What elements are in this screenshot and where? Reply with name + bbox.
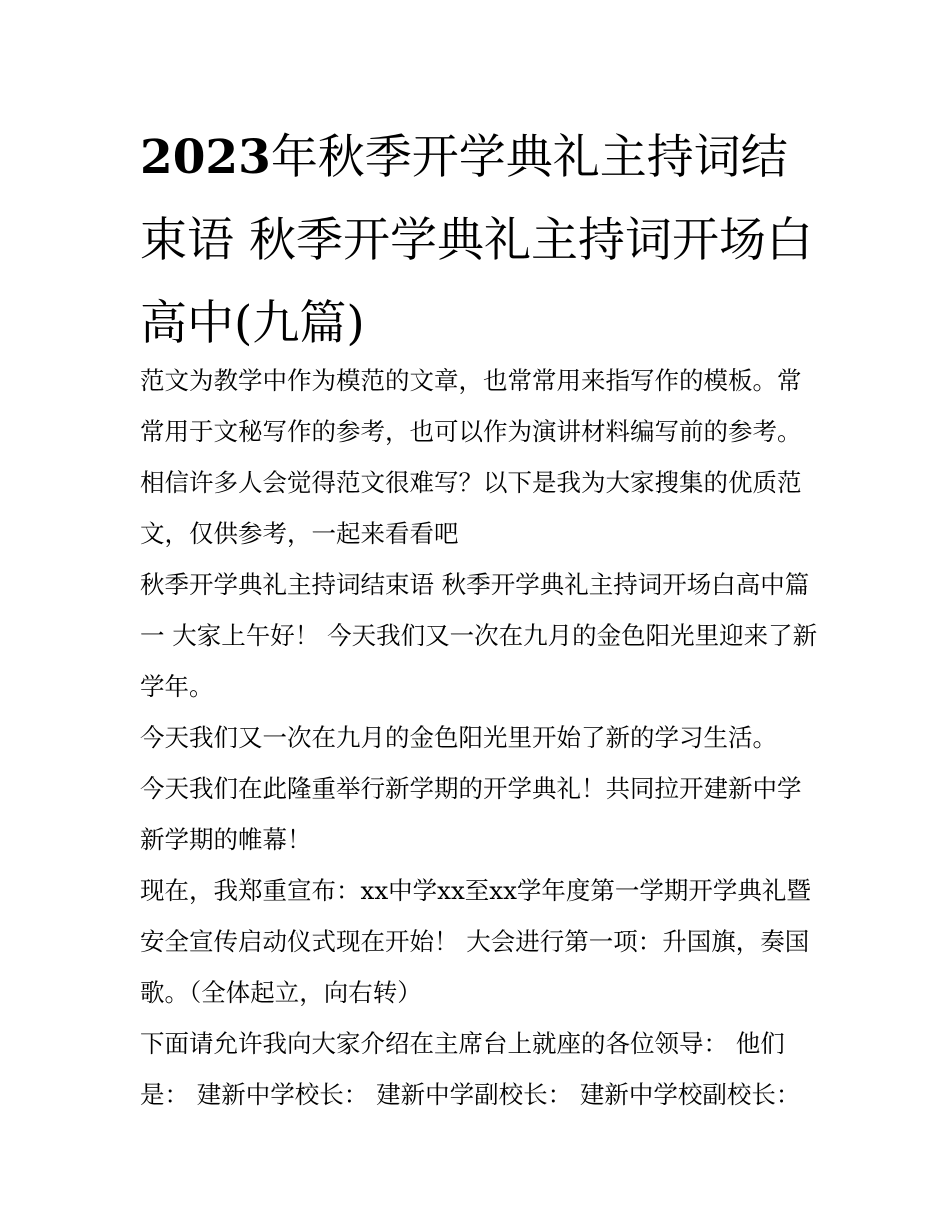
document-body: [140, 355, 820, 1120]
paragraph-ceremony: 今天我们在此隆重举行新学期的开学典礼！共同拉开建新中学新学期的帷幕！: [140, 774, 802, 854]
title-text: 年秋季开学典礼主持词结束语 秋季开学典礼主持词开场白高中(九篇): [140, 130, 813, 351]
paragraph-leaders: 下面请允许我向大家介绍在主席台上就座的各位领导： 他们是： 建新中学校长： 建新中学副校长： 建新中学校副校长：: [140, 1029, 801, 1109]
document-title: [140, 116, 820, 365]
paragraph-new-study: 今天我们又一次在九月的金色阳光里开始了新的学习生活。: [140, 723, 777, 752]
title-year: 2023: [140, 130, 271, 185]
paragraph-opening: 秋季开学典礼主持词结束语 秋季开学典礼主持词开场白高中篇一 大家上午好！ 今天我们又一次在九月的金色阳光里迎来了新学年。: [140, 570, 818, 701]
paragraph-announcement: 现在，我郑重宣布：xx中学xx至xx学年度第一学期开学典礼暨安全宣传启动仪式现在开始！ 大会进行第一项：升国旗，奏国歌。（全体起立，向右转）: [140, 876, 811, 1007]
paragraph-intro: 范文为教学中作为模范的文章，也常常用来指写作的模板。常常用于文秘写作的参考，也可以作为演讲材料编写前的参考。相信许多人会觉得范文很难写？以下是我为大家搜集的优质范文，仅供参考，一起来看看吧: [140, 366, 802, 548]
